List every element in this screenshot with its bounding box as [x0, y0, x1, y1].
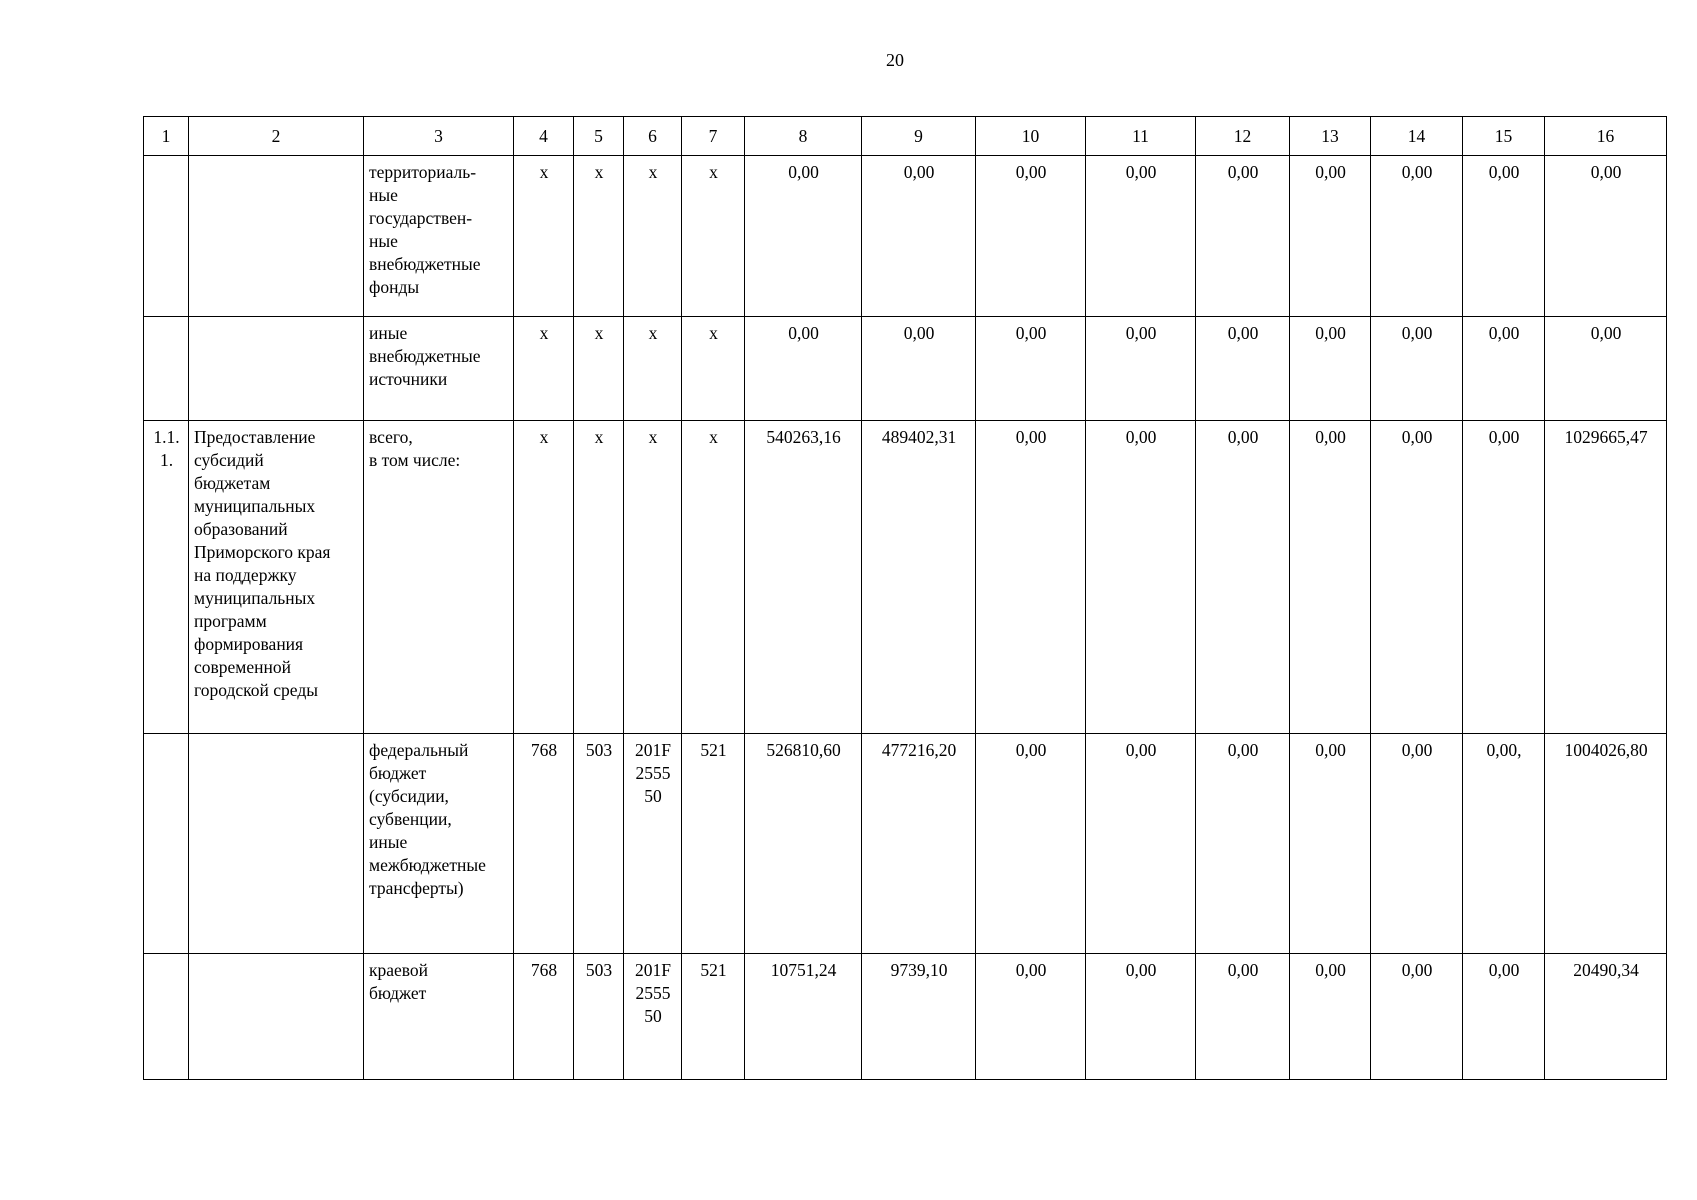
code-cell: 201F 2555 50 — [624, 734, 682, 954]
code-cell: x — [574, 156, 624, 317]
value-cell: 0,00 — [1290, 421, 1371, 734]
row-number-cell — [144, 734, 189, 954]
code-cell: x — [514, 421, 574, 734]
total-cell: 1029665,47 — [1545, 421, 1667, 734]
code-cell: 521 — [682, 954, 745, 1080]
value-cell: 0,00 — [1371, 317, 1463, 421]
code-cell: 768 — [514, 954, 574, 1080]
value-cell: 0,00 — [1086, 317, 1196, 421]
value-cell: 0,00 — [862, 317, 976, 421]
value-cell: 0,00 — [1290, 954, 1371, 1080]
column-header: 7 — [682, 117, 745, 156]
code-cell: x — [514, 156, 574, 317]
value-cell: 0,00 — [976, 317, 1086, 421]
funding-source-cell: иные внебюджетные источники — [364, 317, 514, 421]
column-header: 2 — [189, 117, 364, 156]
total-cell: 0,00 — [1545, 317, 1667, 421]
value-cell: 0,00, — [1463, 734, 1545, 954]
value-cell: 0,00 — [1086, 421, 1196, 734]
value-cell: 0,00 — [1290, 317, 1371, 421]
budget-table — [143, 116, 1667, 1080]
value-cell: 0,00 — [1290, 734, 1371, 954]
value-cell: 0,00 — [1196, 954, 1290, 1080]
measure-name-cell: Предоставление субсидий бюджетам муниципальных образований Приморского края на поддержку муниципальных программ формирования современной городской среды — [189, 421, 364, 734]
column-header: 15 — [1463, 117, 1545, 156]
column-header: 6 — [624, 117, 682, 156]
measure-name-cell — [189, 317, 364, 421]
code-cell: 521 — [682, 734, 745, 954]
column-header: 16 — [1545, 117, 1667, 156]
value-cell: 9739,10 — [862, 954, 976, 1080]
column-header: 3 — [364, 117, 514, 156]
value-cell: 0,00 — [1371, 954, 1463, 1080]
row-number-cell — [144, 156, 189, 317]
value-cell: 477216,20 — [862, 734, 976, 954]
value-cell: 0,00 — [862, 156, 976, 317]
total-cell: 20490,34 — [1545, 954, 1667, 1080]
value-cell: 0,00 — [1463, 317, 1545, 421]
value-cell: 0,00 — [976, 421, 1086, 734]
funding-source-cell: территориаль- ные государствен- ные внебюджетные фонды — [364, 156, 514, 317]
column-header: 5 — [574, 117, 624, 156]
value-cell: 0,00 — [976, 734, 1086, 954]
value-cell: 0,00 — [1290, 156, 1371, 317]
value-cell: 0,00 — [1371, 734, 1463, 954]
row-number-cell — [144, 317, 189, 421]
row-number-cell — [144, 954, 189, 1080]
funding-source-cell: краевой бюджет — [364, 954, 514, 1080]
value-cell: 0,00 — [976, 954, 1086, 1080]
code-cell: x — [624, 421, 682, 734]
value-cell: 0,00 — [1371, 421, 1463, 734]
table-row — [144, 954, 1667, 1080]
column-header: 8 — [745, 117, 862, 156]
column-header: 14 — [1371, 117, 1463, 156]
column-header: 13 — [1290, 117, 1371, 156]
value-cell: 0,00 — [1086, 954, 1196, 1080]
value-cell: 0,00 — [1371, 156, 1463, 317]
code-cell: x — [574, 317, 624, 421]
funding-source-cell: всего, в том числе: — [364, 421, 514, 734]
value-cell: 489402,31 — [862, 421, 976, 734]
value-cell: 0,00 — [1196, 734, 1290, 954]
funding-source-cell: федеральный бюджет (субсидии, субвенции, иные межбюджетные трансферты) — [364, 734, 514, 954]
measure-name-cell — [189, 954, 364, 1080]
value-cell: 526810,60 — [745, 734, 862, 954]
code-cell: 201F 2555 50 — [624, 954, 682, 1080]
measure-name-cell — [189, 734, 364, 954]
code-cell: x — [682, 317, 745, 421]
code-cell: x — [624, 156, 682, 317]
page-number: 20 — [886, 50, 904, 70]
table-row — [144, 734, 1667, 954]
column-header: 12 — [1196, 117, 1290, 156]
value-cell: 0,00 — [1463, 156, 1545, 317]
row-number-cell: 1.1. 1. — [144, 421, 189, 734]
table-row — [144, 156, 1667, 317]
value-cell: 0,00 — [1463, 421, 1545, 734]
code-cell: x — [682, 156, 745, 317]
value-cell: 0,00 — [1196, 421, 1290, 734]
total-cell: 1004026,80 — [1545, 734, 1667, 954]
value-cell: 0,00 — [745, 156, 862, 317]
value-cell: 0,00 — [1086, 734, 1196, 954]
value-cell: 540263,16 — [745, 421, 862, 734]
column-header: 1 — [144, 117, 189, 156]
value-cell: 0,00 — [1196, 317, 1290, 421]
table-row — [144, 317, 1667, 421]
column-header: 4 — [514, 117, 574, 156]
column-header: 11 — [1086, 117, 1196, 156]
value-cell: 0,00 — [1086, 156, 1196, 317]
code-cell: x — [514, 317, 574, 421]
header-row — [144, 117, 1667, 156]
column-header: 10 — [976, 117, 1086, 156]
value-cell: 0,00 — [1463, 954, 1545, 1080]
value-cell: 0,00 — [1196, 156, 1290, 317]
table-row — [144, 421, 1667, 734]
code-cell: x — [682, 421, 745, 734]
value-cell: 0,00 — [976, 156, 1086, 317]
column-header: 9 — [862, 117, 976, 156]
code-cell: 503 — [574, 734, 624, 954]
value-cell: 10751,24 — [745, 954, 862, 1080]
code-cell: 768 — [514, 734, 574, 954]
total-cell: 0,00 — [1545, 156, 1667, 317]
measure-name-cell — [189, 156, 364, 317]
value-cell: 0,00 — [745, 317, 862, 421]
code-cell: x — [574, 421, 624, 734]
code-cell: 503 — [574, 954, 624, 1080]
code-cell: x — [624, 317, 682, 421]
